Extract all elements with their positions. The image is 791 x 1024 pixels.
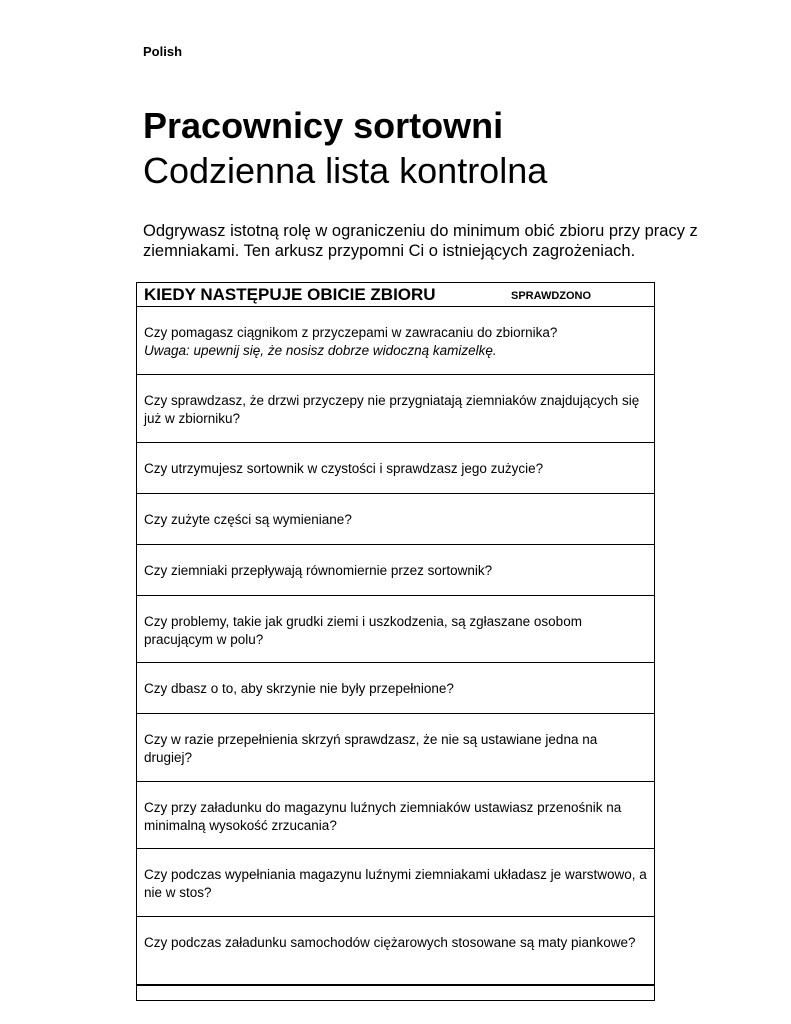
checklist-row xyxy=(137,494,654,545)
page-subtitle: Codzienna lista kontrolna xyxy=(143,150,548,191)
checklist-question: Czy w razie przepełnienia skrzyń sprawdzasz, że nie są ustawiane jedna na drugiej? xyxy=(144,732,598,765)
checklist-table xyxy=(136,282,655,1001)
checklist-question: Czy podczas wypełniania magazynu luźnymi ziemniakami układasz je warstwowo, a nie w stos? xyxy=(144,867,647,900)
checklist-note: Uwaga: upewnij się, że nosisz dobrze widoczną kamizelkę. xyxy=(144,343,497,358)
language-label: Polish xyxy=(143,44,183,59)
checklist-empty-row xyxy=(137,985,654,1000)
checklist-row xyxy=(137,714,654,782)
checklist-row xyxy=(137,917,654,985)
page-title: Pracownicy sortowni xyxy=(143,105,504,146)
checklist-row xyxy=(137,849,654,917)
checklist-header xyxy=(137,283,654,307)
checklist-header-label: KIEDY NASTĘPUJE OBICIE ZBIORU xyxy=(144,285,436,304)
checklist-row xyxy=(137,307,654,375)
checklist-question: Czy ziemniaki przepływają równomiernie przez sortownik? xyxy=(144,563,493,578)
checked-column-header: SPRAWDZONO xyxy=(511,290,592,302)
checklist-question: Czy zużyte części są wymieniane? xyxy=(144,512,352,527)
checklist-question: Czy dbasz o to, aby skrzynie nie były przepełnione? xyxy=(144,681,454,696)
checklist-question: Czy sprawdzasz, że drzwi przyczepy nie przygniatają ziemniaków znajdujących się już w zbiorniku? xyxy=(144,393,640,426)
checklist-question: Czy przy załadunku do magazynu luźnych ziemniaków ustawiasz przenośnik na minimalną wysokość zrzucania? xyxy=(144,800,622,833)
intro-paragraph: Odgrywasz istotną rolę w ograniczeniu do minimum obić zbioru przy pracy z ziemniakami. Ten arkusz przypomni Ci o istniejących zagrożeniach. xyxy=(143,222,698,260)
checklist-row xyxy=(137,596,654,663)
checklist-row xyxy=(137,663,654,714)
checklist-question: Czy utrzymujesz sortownik w czystości i sprawdzasz jego zużycie? xyxy=(144,461,544,476)
checklist-row xyxy=(137,375,654,443)
checklist-row xyxy=(137,782,654,849)
checklist-question: Czy pomagasz ciągnikom z przyczepami w zawracaniu do zbiornika? xyxy=(144,325,558,340)
checklist-row xyxy=(137,443,654,494)
checklist-question: Czy problemy, takie jak grudki ziemi i uszkodzenia, są zgłaszane osobom pracującym w polu? xyxy=(144,614,582,647)
checklist-row xyxy=(137,545,654,596)
checklist-question: Czy podczas załadunku samochodów ciężarowych stosowane są maty piankowe? xyxy=(144,935,636,950)
